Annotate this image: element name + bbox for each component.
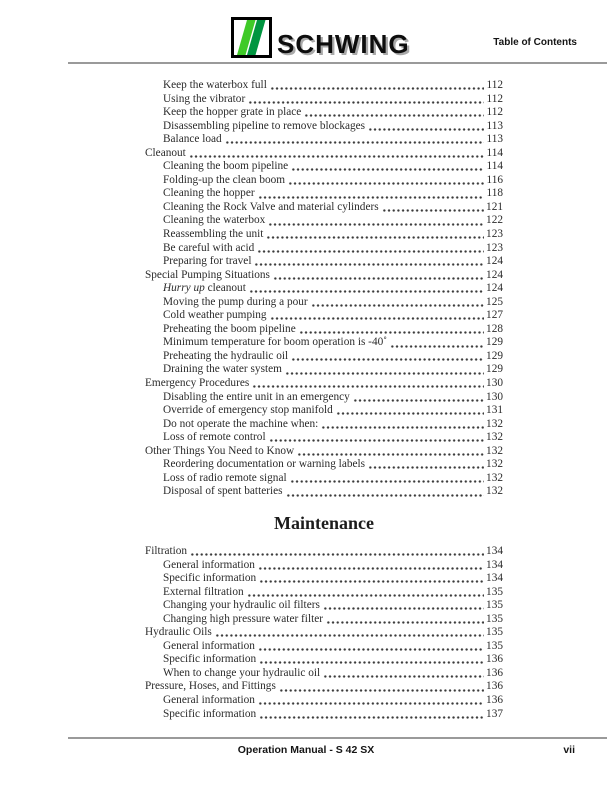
toc-entry-page: 135 [486,639,503,652]
toc-entry-label: Disabling the entire unit in an emergency [163,390,350,403]
toc-entry-page: 128 [486,322,503,335]
toc-entry[interactable] [145,599,503,613]
toc-entry[interactable] [145,586,503,600]
toc-entry-label: Pressure, Hoses, and Fittings [145,680,276,693]
toc-entry-label: Preparing for travel [163,255,252,268]
toc-entry[interactable] [145,296,503,310]
toc-entry[interactable] [145,485,503,499]
toc-entry[interactable] [145,391,503,405]
toc-entry-page: 135 [486,599,503,612]
toc-entry-page: 129 [486,336,503,349]
toc-entry-label: Specific information [163,653,257,666]
toc-entry[interactable] [145,418,503,432]
toc-entry-label: Specific information [163,572,257,585]
toc-entry-page: 125 [486,295,503,308]
toc-entry-label: Override of emergency stop manifold [163,404,333,417]
dot-leader [254,263,484,266]
toc-entry[interactable] [145,323,503,337]
toc-entry-label: Folding-up the clean boom [163,173,286,186]
dot-leader [336,412,484,415]
toc-entry[interactable] [145,626,503,640]
dot-leader [304,114,484,117]
toc-entry-label: Cleaning the Rock Valve and material cylinders [163,200,379,213]
toc-entry-page: 132 [486,417,503,430]
dot-leader [368,128,484,131]
dot-leader [248,101,484,104]
dot-leader [321,426,484,429]
toc-entry-label: When to change your hydraulic oil [163,666,321,679]
toc-entry-page: 136 [486,653,503,666]
toc-entry-page: 134 [486,572,503,585]
toc-entry-label: Other Things You Need to Know [145,444,295,457]
dot-leader [368,466,484,469]
dot-leader [259,716,484,719]
toc-entry[interactable] [145,377,503,391]
toc-entry-label: Be careful with acid [163,241,255,254]
toc-entry-page: 129 [486,363,503,376]
toc-entry-label: General information [163,639,255,652]
toc-entry-page: 114 [486,146,503,159]
toc-entry[interactable] [145,228,503,242]
dot-leader [258,196,485,199]
toc-entry[interactable] [145,431,503,445]
toc-entry-label: Minimum temperature for boom operation is -40˚ [163,336,388,349]
toc-entry-label: Loss of radio remote signal [163,471,287,484]
header-rule [68,62,607,64]
toc-entry-page: 121 [486,200,503,213]
dot-leader [323,675,484,678]
toc-entry[interactable] [145,282,503,296]
dot-leader [266,236,484,239]
toc-entry[interactable] [145,187,503,201]
brand-wordmark: SCHWING [277,29,410,59]
dot-leader [286,494,485,497]
toc-entry-page: 132 [486,485,503,498]
toc-entry[interactable] [145,160,503,174]
dot-leader [252,385,484,388]
toc-entry[interactable] [145,404,503,418]
toc-entry-page: 129 [486,349,503,362]
toc-entry[interactable] [145,93,503,107]
toc-entry-label: Hydraulic Oils [145,626,212,639]
footer-title: Operation Manual - S 42 SX [237,744,375,756]
toc-entry-label: Disassembling pipeline to remove blockages [163,119,366,132]
dot-leader [258,702,484,705]
dot-leader [273,277,484,280]
toc-entry[interactable] [145,214,503,228]
dot-leader [279,689,484,692]
toc-entry-label: Reassembling the unit [163,228,264,241]
page-title: Table of Contents [493,37,577,48]
toc-entry-label: Do not operate the machine when: [163,417,319,430]
dot-leader [299,331,484,334]
toc-entry-page: 118 [486,187,503,200]
toc-entry-page: 112 [486,106,503,119]
toc-entry[interactable] [145,694,503,708]
section-heading: Maintenance [274,512,374,533]
toc-entry-page: 123 [486,228,503,241]
toc-entry[interactable] [145,363,503,377]
dot-leader [270,317,485,320]
toc-entry[interactable] [145,640,503,654]
toc-entry-page: 136 [486,680,503,693]
toc-entry-page: 130 [486,390,503,403]
toc-entry[interactable] [145,255,503,269]
toc-entry-label: Special Pumping Situations [145,268,270,281]
toc-entry-page: 135 [486,612,503,625]
toc-entry[interactable] [145,653,503,667]
schwing-logo-icon [231,17,272,58]
toc-entry-label: Keep the waterbox full [163,79,267,91]
dot-leader [297,453,484,456]
dot-leader [311,304,484,307]
toc-entry-page: 134 [486,544,503,557]
toc-entry-label: Specific information [163,707,257,720]
toc-entry[interactable] [145,336,503,350]
toc-entry-label: Cleaning the boom pipeline [163,160,289,173]
toc-entry-page: 132 [486,444,503,457]
toc-entry[interactable] [145,458,503,472]
toc-entry-page: 124 [486,282,503,295]
toc-entry-label: Loss of remote control [163,431,266,444]
toc-entry-page: 131 [486,404,503,417]
toc-entry-label: Cleanout [145,146,186,159]
dot-leader [353,399,484,402]
toc-entry[interactable] [145,120,503,134]
dot-leader [288,182,484,185]
toc-entry-page: 113 [486,119,503,132]
toc-entry-label: Preheating the hydraulic oil [163,349,289,362]
toc-entry-page: 135 [486,626,503,639]
dot-leader [259,661,484,664]
dot-leader [285,372,484,375]
toc-entry-page: 113 [486,133,503,146]
toc-entry[interactable] [145,445,503,459]
toc-entry-page: 132 [486,471,503,484]
dot-leader [249,290,484,293]
dot-leader [257,250,484,253]
footer-rule [68,737,607,739]
toc-entry[interactable] [145,708,503,722]
toc-entry-page: 124 [486,255,503,268]
dot-leader [247,594,484,597]
toc-entry[interactable] [145,667,503,681]
toc-entry-label: External filtration [163,585,244,598]
dot-leader [269,439,484,442]
dot-leader [390,345,484,348]
toc-entry-label: Changing high pressure water filter [163,612,323,625]
toc-entry-page: 114 [486,160,503,173]
toc-entry-page: 136 [486,693,503,706]
toc-entry-label: Draining the water system [163,363,282,376]
toc-entry-label: General information [163,693,255,706]
toc-entry-label: Keep the hopper grate in place [163,106,302,119]
dot-leader [190,553,484,556]
dot-leader [225,141,485,144]
toc-entry[interactable] [145,309,503,323]
dot-leader [290,480,484,483]
toc-entry-label: Cleaning the hopper [163,187,255,200]
toc-entry[interactable] [145,106,503,120]
toc-entry-page: 127 [486,309,503,322]
dot-leader [259,580,484,583]
dot-leader [189,155,485,158]
toc-entry-page: 136 [486,666,503,679]
toc-entry-label: Moving the pump during a pour [163,295,308,308]
toc-entry-page: 123 [486,241,503,254]
toc-entry-label: General information [163,558,255,571]
toc-entry-page: 130 [486,377,503,390]
dot-leader [268,223,484,226]
toc-entry-label: Hurry up cleanout [163,282,246,295]
toc-entry-page: 135 [486,585,503,598]
dot-leader [258,567,484,570]
toc-entry-label: Preheating the boom pipeline [163,322,296,335]
dot-leader [215,634,484,637]
toc-entry[interactable] [145,613,503,627]
toc-entry-page: 116 [486,173,503,186]
toc-entry[interactable] [145,572,503,586]
toc-entry-label: Using the vibrator [163,92,246,105]
dot-leader [258,648,484,651]
toc-entry[interactable] [145,472,503,486]
toc-entry[interactable] [145,174,503,188]
toc-entry-page: 132 [486,431,503,444]
toc-entry[interactable] [145,269,503,283]
toc-entry-label: Disposal of spent batteries [163,485,283,498]
footer-page-number: vii [563,744,575,756]
toc-entry[interactable] [145,133,503,147]
dot-leader [326,621,484,624]
toc-entry-page: 134 [486,558,503,571]
toc-entry-label: Emergency Procedures [145,377,250,390]
toc-entry[interactable] [145,79,503,93]
dot-leader [382,209,484,212]
toc-entry-label: Balance load [163,133,222,146]
toc-entry-label: Cleaning the waterbox [163,214,266,227]
toc-entry-page: 132 [486,458,503,471]
dot-leader [291,358,484,361]
toc-entry-page: 112 [486,92,503,105]
dot-leader [291,168,484,171]
dot-leader [323,607,484,610]
toc-entry[interactable] [145,242,503,256]
dot-leader [270,87,485,90]
toc [145,79,503,721]
toc-entry[interactable] [145,545,503,559]
toc-entry[interactable] [145,680,503,694]
toc-entry-page: 137 [486,707,503,720]
toc-entry-page: 112 [486,79,503,91]
toc-entry-label: Filtration [145,544,188,557]
toc-entry[interactable] [145,201,503,215]
toc-entry[interactable] [145,559,503,573]
toc-entry-page: 122 [486,214,503,227]
toc-entry-label: Cold weather pumping [163,309,267,322]
toc-entry-label: Reordering documentation or warning labels [163,458,366,471]
toc-entry[interactable] [145,350,503,364]
toc-entry-label: Changing your hydraulic oil filters [163,599,320,612]
toc-entry[interactable] [145,147,503,161]
toc-entry-page: 124 [486,268,503,281]
